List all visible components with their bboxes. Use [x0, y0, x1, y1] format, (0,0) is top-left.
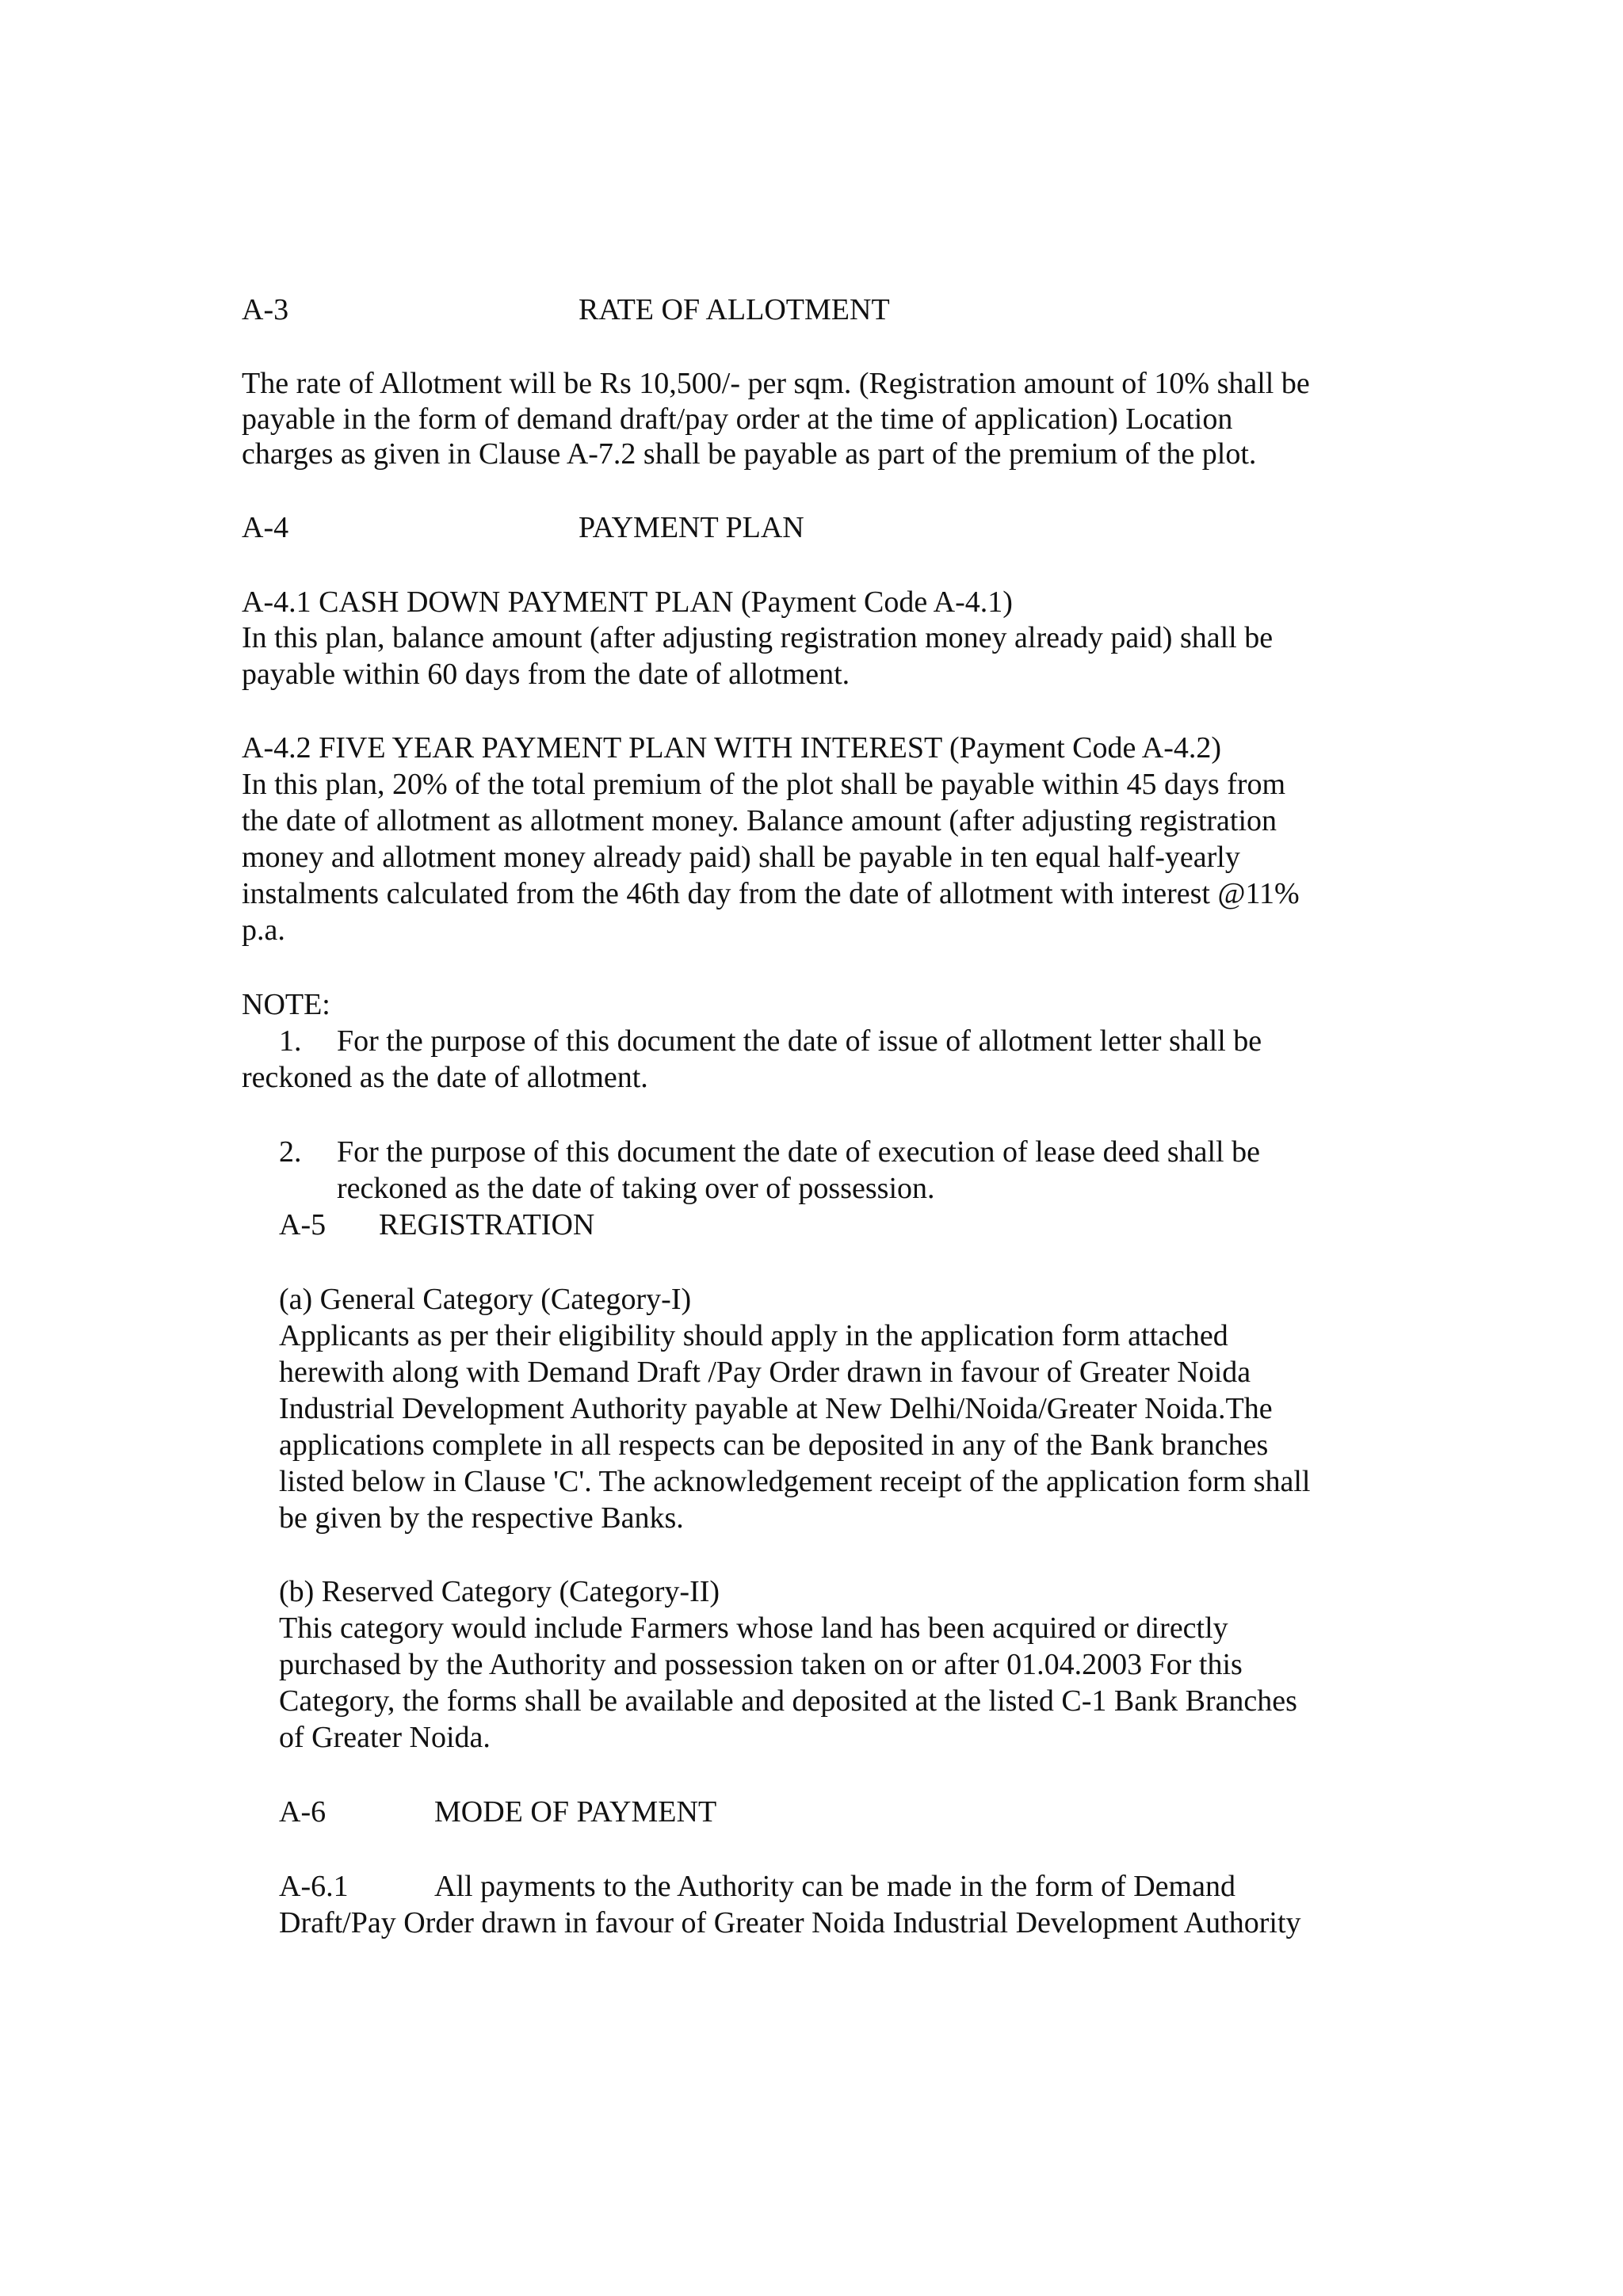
reserved-category-body-line: of Greater Noida. — [279, 1721, 491, 1754]
section-a5-number: A-5 — [279, 1208, 327, 1241]
section-a3-body-line: The rate of Allotment will be Rs 10,500/- per sqm. (Registration amount of 10% shall be — [242, 367, 1310, 400]
note-item-2-text: For the purpose of this document the date of execution of lease deed shall be — [337, 1135, 1260, 1169]
general-category-body-line: herewith along with Demand Draft /Pay Order drawn in favour of Greater Noida — [279, 1356, 1251, 1389]
note-item-2-number: 2. — [279, 1135, 302, 1169]
general-category-body-line: listed below in Clause 'C'. The acknowledgement receipt of the application form shall — [279, 1465, 1311, 1498]
note-item-1-continuation: reckoned as the date of allotment. — [242, 1061, 648, 1094]
section-a3-body-line: payable in the form of demand draft/pay order at the time of application) Location — [242, 402, 1233, 436]
section-a6-title: MODE OF PAYMENT — [434, 1795, 717, 1829]
reserved-category-body-line: purchased by the Authority and possession taken on or after 01.04.2003 For this — [279, 1648, 1243, 1681]
note-item-1-text: For the purpose of this document the date of issue of allotment letter shall be — [337, 1024, 1262, 1058]
general-category-body-line: applications complete in all respects can be deposited in any of the Bank branches — [279, 1428, 1269, 1462]
section-a61-text: All payments to the Authority can be made in the form of Demand — [434, 1870, 1235, 1903]
section-a3-number: A-3 — [242, 293, 289, 326]
general-category-body-line: Applicants as per their eligibility should apply in the application form attached — [279, 1319, 1228, 1352]
general-category-body-line: be given by the respective Banks. — [279, 1501, 684, 1535]
section-a42-body-line: money and allotment money already paid) shall be payable in ten equal half-yearly — [242, 841, 1240, 874]
general-category-heading: (a) General Category (Category-I) — [279, 1283, 692, 1316]
reserved-category-body-line: Category, the forms shall be available and deposited at the listed C-1 Bank Branches — [279, 1684, 1297, 1718]
section-a61-continuation: Draft/Pay Order drawn in favour of Greater Noida Industrial Development Authority — [279, 1906, 1301, 1939]
note-label: NOTE: — [242, 988, 330, 1021]
reserved-category-body-line: This category would include Farmers whose land has been acquired or directly — [279, 1611, 1228, 1645]
section-a42-body-line: p.a. — [242, 913, 285, 947]
section-a4-title: PAYMENT PLAN — [579, 511, 804, 544]
reserved-category-heading: (b) Reserved Category (Category-II) — [279, 1575, 720, 1608]
section-a42-body-line: In this plan, 20% of the total premium of the plot shall be payable within 45 days from — [242, 768, 1286, 801]
section-a42-body-line: instalments calculated from the 46th day from the date of allotment with interest @11% — [242, 877, 1300, 910]
section-a3-heading — [242, 292, 890, 328]
section-a5-heading — [279, 1207, 595, 1243]
note-item-1-number: 1. — [279, 1024, 302, 1058]
section-a41-heading: A-4.1 CASH DOWN PAYMENT PLAN (Payment Code A-4.1) — [242, 585, 1013, 619]
section-a6-heading — [279, 1794, 717, 1830]
section-a4-number: A-4 — [242, 511, 289, 544]
section-a41-body-line: payable within 60 days from the date of allotment. — [242, 658, 850, 691]
section-a42-heading: A-4.2 FIVE YEAR PAYMENT PLAN WITH INTEREST (Payment Code A-4.2) — [242, 731, 1222, 765]
section-a61-number: A-6.1 — [279, 1870, 349, 1903]
section-a5-title: REGISTRATION — [379, 1208, 595, 1241]
section-a3-title: RATE OF ALLOTMENT — [579, 293, 890, 326]
note-item-2-continuation: reckoned as the date of taking over of possession. — [337, 1172, 935, 1205]
general-category-body-line: Industrial Development Authority payable at New Delhi/Noida/Greater Noida.The — [279, 1392, 1273, 1425]
section-a61-paragraph — [279, 1868, 1235, 1905]
section-a6-number: A-6 — [279, 1795, 327, 1829]
section-a3-body-line: charges as given in Clause A-7.2 shall be payable as part of the premium of the plot. — [242, 437, 1257, 471]
section-a42-body-line: the date of allotment as allotment money. Balance amount (after adjusting registration — [242, 804, 1277, 837]
section-a4-heading — [242, 509, 804, 546]
section-a41-body-line: In this plan, balance amount (after adjusting registration money already paid) shall be — [242, 621, 1274, 654]
